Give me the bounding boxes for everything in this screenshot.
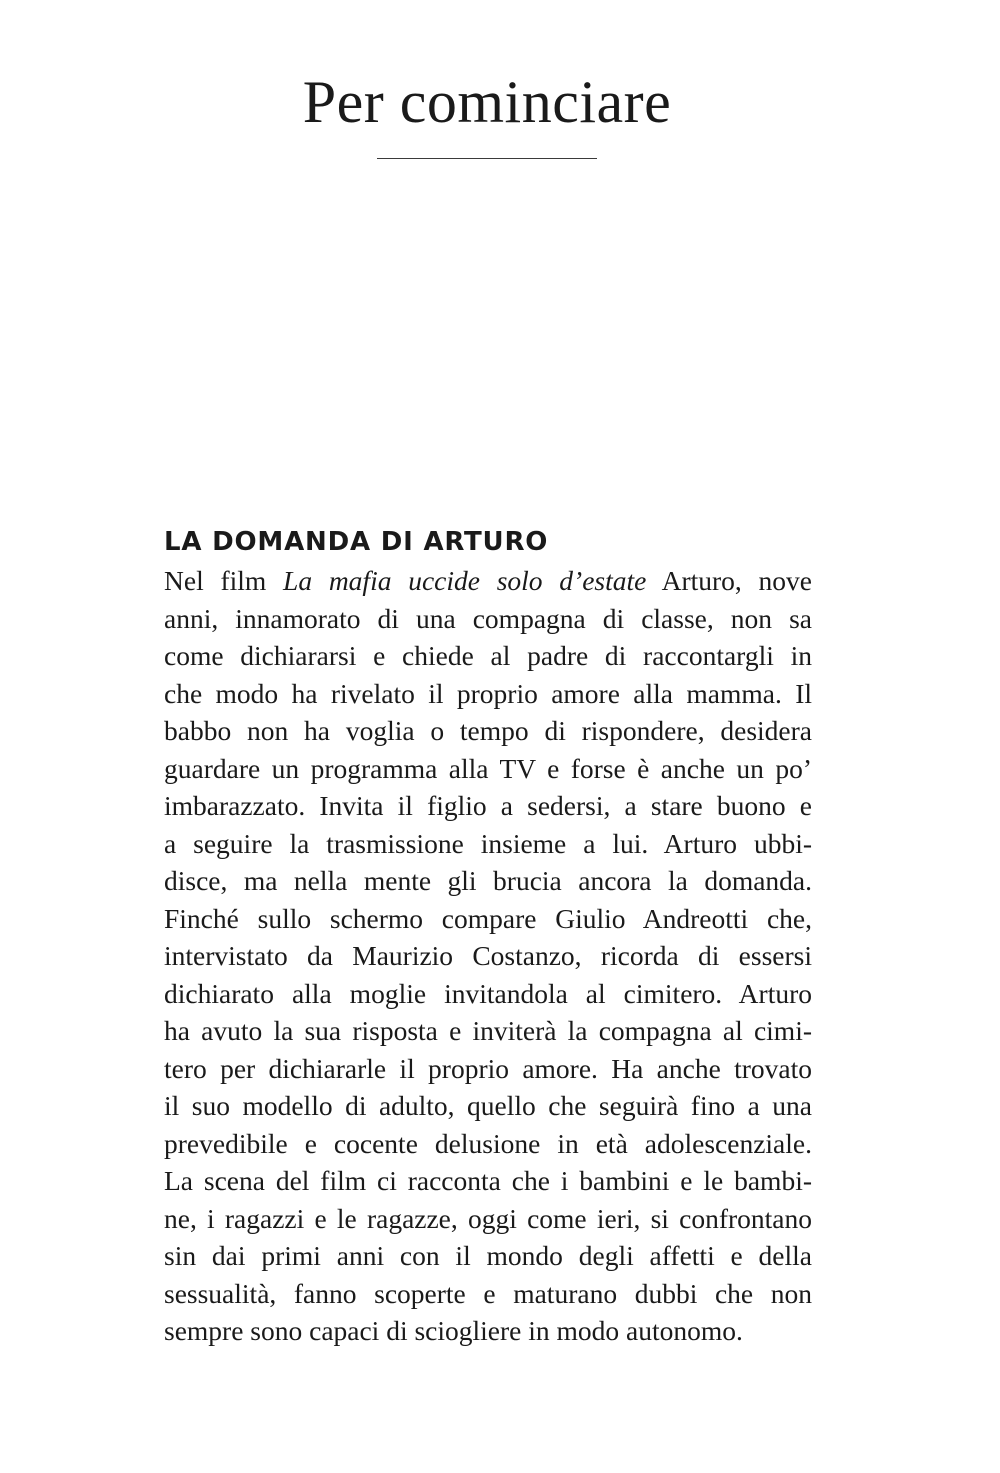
body-line: il suo modello di adulto, quello che seguirà fino a una — [164, 1090, 812, 1121]
body-line: come dichiararsi e chiede al padre di raccontargli in — [164, 640, 812, 671]
chapter-title: Per cominciare — [302, 69, 672, 135]
body-line: sempre sono capaci di sciogliere in modo autonomo. — [164, 1315, 743, 1346]
title-divider — [377, 158, 597, 159]
body-line: prevedibile e cocente delusione in età adolescenziale. — [164, 1127, 812, 1159]
body-line: guardare un programma alla TV e forse è anche un po’ — [164, 752, 812, 784]
body-line: disce, ma nella mente gli brucia ancora la domanda. — [164, 865, 812, 896]
body-line: Finché sullo schermo compare Giulio Andreotti che, — [164, 902, 812, 934]
body-line: sin dai primi anni con il mondo degli affetti e della — [164, 1240, 812, 1271]
body-line-text: Nel film — [164, 565, 284, 596]
body-line: ne, i ragazzi e le ragazze, oggi come ieri, si confrontano — [164, 1202, 812, 1234]
body-line: a seguire la trasmissione insieme a lui. Arturo ubbi- — [164, 827, 812, 859]
body-line: sessualità, fanno scoperte e maturano dubbi che non — [164, 1277, 812, 1309]
body-line: intervistato da Maurizio Costanzo, ricorda di essersi — [164, 940, 812, 971]
body-line: anni, innamorato di una compagna di classe, non sa — [164, 602, 812, 634]
body-paragraph — [164, 562, 812, 1350]
body-line: dichiarato alla moglie invitandola al cimitero. Arturo — [164, 977, 812, 1009]
body-line: La scena del film ci racconta che i bambini e le bambi- — [164, 1165, 812, 1196]
body-line: imbarazzato. Invita il figlio a sedersi, a stare buono e — [164, 790, 812, 821]
body-line: tero per dichiararle il proprio amore. Ha anche trovato — [164, 1052, 812, 1084]
body-line: che modo ha rivelato il proprio amore alla mamma. Il — [164, 677, 812, 709]
body-line — [164, 562, 812, 600]
film-title: La mafia uccide solo d’estate — [283, 565, 647, 596]
section-heading: LA DOMANDA DI ARTURO — [164, 527, 549, 557]
body-line-text: Arturo, nove — [646, 565, 812, 596]
body-line: babbo non ha voglia o tempo di rispondere, desidera — [164, 715, 812, 746]
body-line: ha avuto la sua risposta e inviterà la compagna al cimi- — [164, 1015, 812, 1046]
